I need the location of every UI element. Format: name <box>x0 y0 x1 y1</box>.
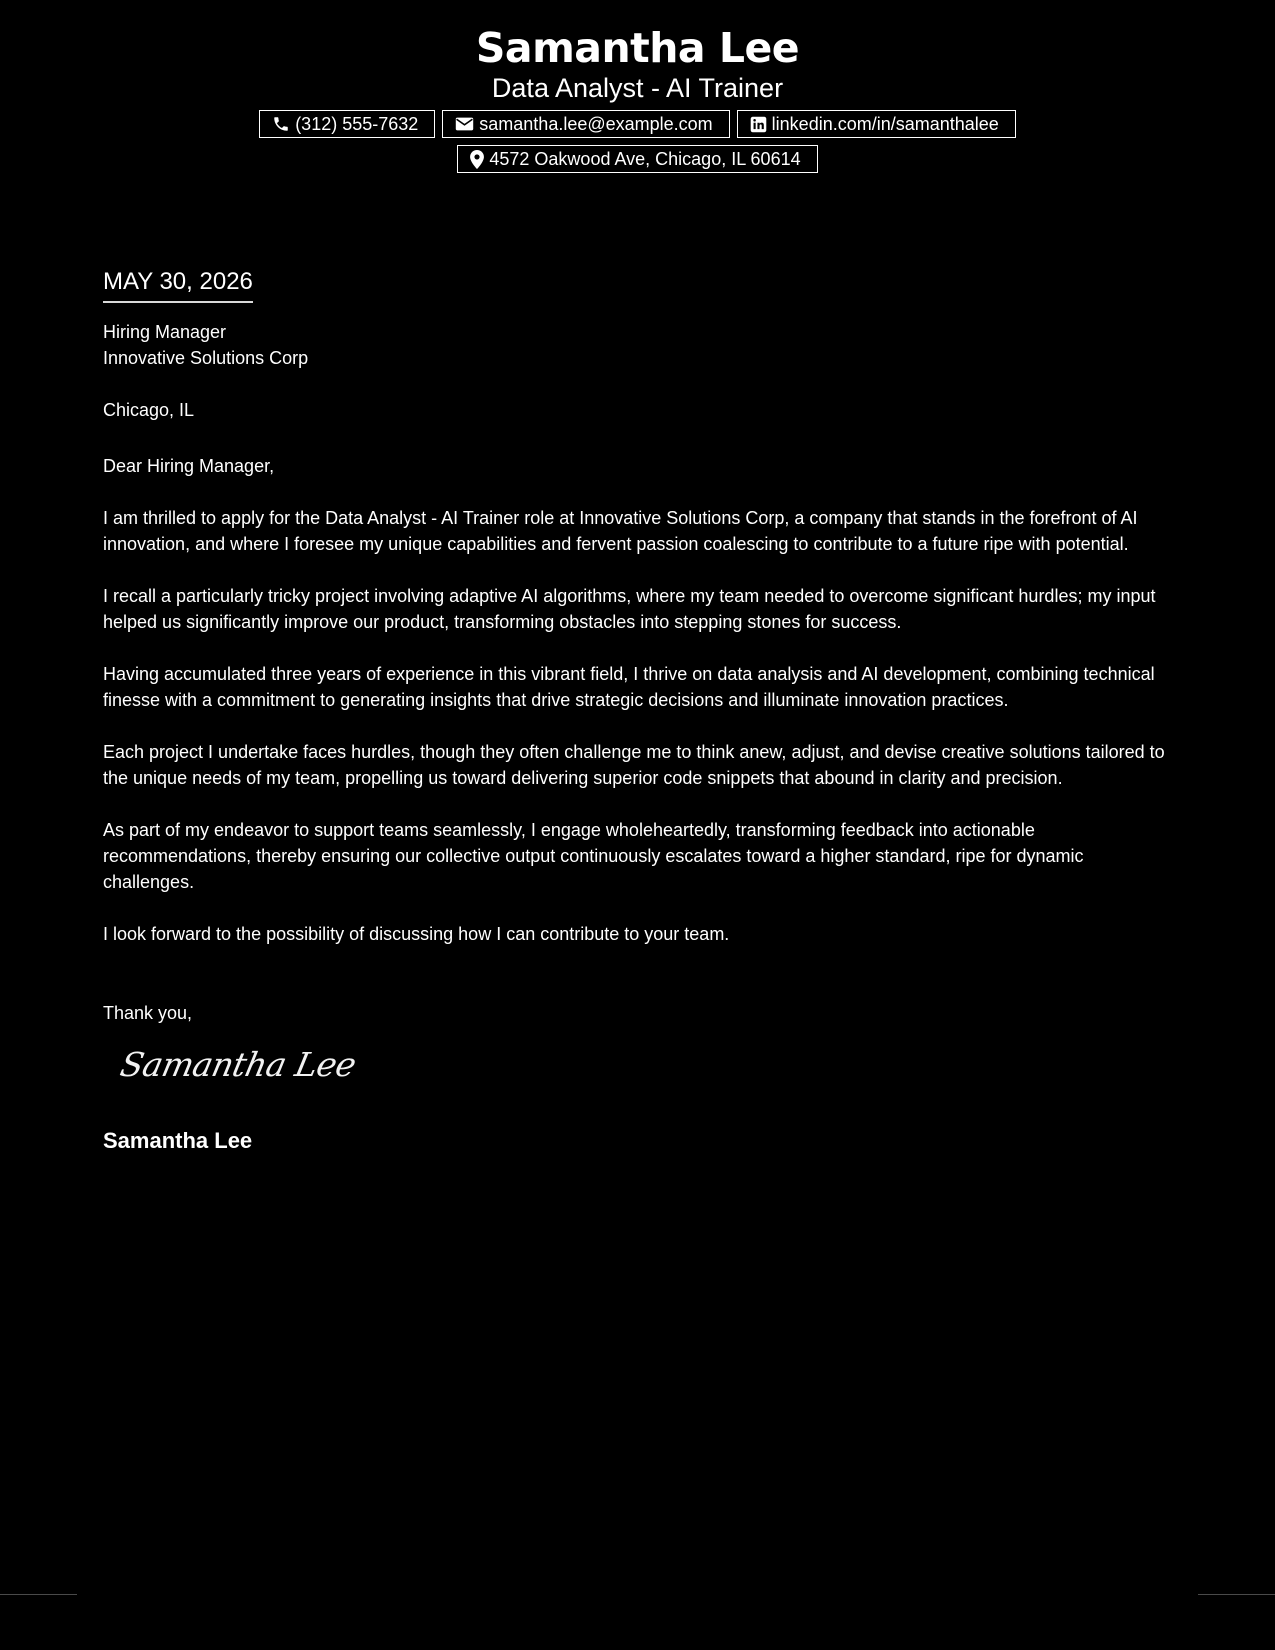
linkedin-icon <box>750 116 767 133</box>
recipient-city: Chicago, IL <box>103 400 195 420</box>
email-text: samantha.lee@example.com <box>479 113 713 134</box>
recipient-line: Hiring Manager <box>103 322 227 342</box>
body-paragraph: Each project I undertake faces hurdles, though they often challenge me to think anew, adjust, and devise creative solutions tailored to the unique needs of my team, propelling us toward delivering superior code snippets that abound in clarity and precision. <box>103 742 1165 788</box>
applicant-name: Samantha Lee <box>475 24 800 72</box>
body-paragraph: I recall a particularly tricky project involving adaptive AI algorithms, where my team needed to overcome significant hurdles; my input helped us significantly improve our product, transforming obstacles into stepping stones for success. <box>103 586 1156 632</box>
contact-row <box>0 110 1275 138</box>
signature-script: Samantha Lee <box>116 1045 360 1084</box>
recipient-block <box>103 319 1173 371</box>
map-pin-icon <box>470 150 484 169</box>
letter-header <box>0 22 1275 173</box>
body-paragraph: Having accumulated three years of experience in this vibrant field, I thrive on data analysis and AI development, combining technical finesse with a commitment to generating insights that drive strategic decisions and illuminate innovation practices. <box>103 664 1155 710</box>
body-paragraph: I am thrilled to apply for the Data Analyst - AI Trainer role at Innovative Solutions Corp, a company that stands in the forefront of AI innovation, and where I foresee my unique capabilities and fervent passion coalescing to contribute to a future ripe with potential. <box>103 508 1138 554</box>
phone-icon <box>272 115 290 133</box>
body-paragraph: As part of my endeavor to support teams seamlessly, I engage wholeheartedly, transforming feedback into actionable recommendations, thereby ensuring our collective output continuously escalates toward a higher standard, ripe for dynamic challenges. <box>103 820 1084 892</box>
linkedin-text: linkedin.com/in/samanthalee <box>771 113 999 134</box>
envelope-icon <box>455 116 474 132</box>
linkedin-contact[interactable] <box>737 110 1016 138</box>
phone-contact[interactable] <box>259 110 435 138</box>
address-text: 4572 Oakwood Ave, Chicago, IL 60614 <box>489 148 801 169</box>
phone-text: (312) 555-7632 <box>295 113 419 134</box>
footer-divider-left <box>0 1594 77 1595</box>
applicant-title: Data Analyst - AI Trainer <box>491 73 784 103</box>
address-contact[interactable] <box>457 145 817 173</box>
closing: Thank you, <box>103 1003 193 1023</box>
footer-divider-right <box>1198 1594 1275 1595</box>
letter-body <box>103 264 1173 1154</box>
greeting: Dear Hiring Manager, <box>103 456 275 476</box>
signature <box>116 1045 1173 1112</box>
recipient-company: Innovative Solutions Corp <box>103 348 309 368</box>
letter-date: MAY 30, 2026 <box>103 264 253 303</box>
email-contact[interactable] <box>442 110 729 138</box>
signer-name: Samantha Lee <box>103 1128 253 1153</box>
contact-row-address <box>0 145 1275 173</box>
body-paragraph: I look forward to the possibility of discussing how I can contribute to your team. <box>103 924 730 944</box>
